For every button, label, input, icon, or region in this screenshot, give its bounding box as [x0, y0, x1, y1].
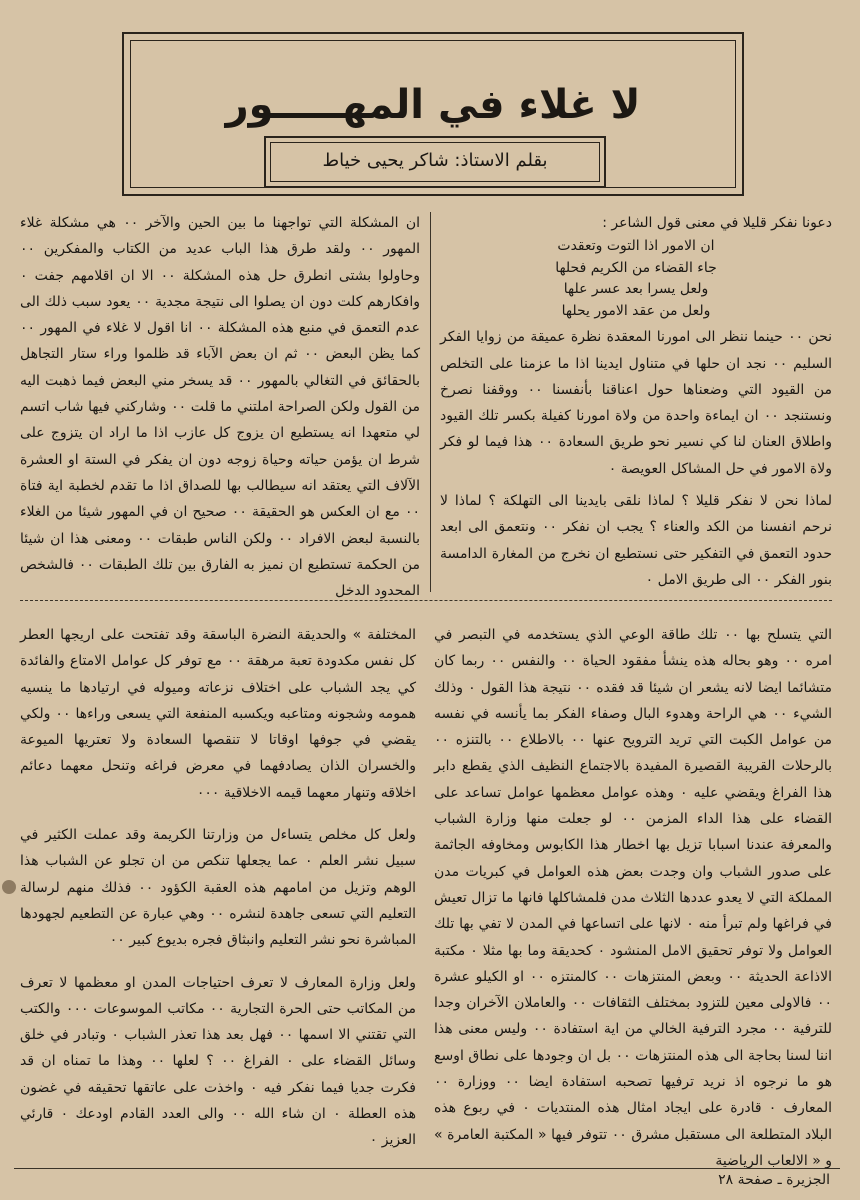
paragraph: ولعل كل مخلص يتساءل من وزارتنا الكريمة وقد عملت الكثير في سبيل نشر العلم ٠ عما يجعلها تنكص من ان تجلو عن الشباب هذا الوهم وتزيل من امامهم هذه العقبة الكؤود ٠٠ فذلك منهم لرسالة التعليم التي تسعى جاهدة لنشره ٠٠ وهي عبارة عن التطعيم لجهودها المباشرة نحو نشر التعليم وانبثاق فجره بديوع كبير ٠٠ — [20, 827, 417, 949]
article-title: لا غلاء في المهـــــور — [225, 82, 641, 128]
poem-intro: دعونا نفكر قليلا في معنى قول الشاعر : — [602, 215, 832, 231]
paragraph: نحن ٠٠ حينما ننظر الى امورنا المعقدة نظرة عميقة من زوايا الفكر السليم ٠٠ نجد ان حلها في متناول ايدينا اذا ما عزمنا على التخلص من القيود التي وضعناها حول اعناقنا بأنفسنا ٠٠ ووقفنا نصرخ ونستنجد ٠٠ ان ايماءة واحدة من ولاة امورنا كفيلة بكسر تلك القيود واطلاق العنان لنا كي نسير نحو طريق السعادة ٠٠ هذا فيما لو فكر ولاة الامور في حل المشاكل العويصة ٠ — [440, 329, 832, 477]
paragraph: التي يتسلح بها ٠٠ تلك طاقة الوعي الذي يستخدمه في التبصر في امره ٠٠ وهو بحاله هذه ينشأ مفقود الحياة ٠٠ والنفس ٠٠ ربما كان متشائما ايضا لانه يشعر ان شيئا قد فقده ٠٠ نتيجة هذا القول ٠ وذلك الشيء ٠٠ هي الراحة وهدوء البال وصفاء الفكر بما يأنسه في نفسه من عوامل الكبت التي تريد الترويح عنها ٠٠ بالاطلاع ٠٠ بالتنزه ٠٠ بالرحلات القريبة القصيرة المفيدة بالاجتماع النظيف الذي يقطع دابر هذا الفراغ ويقضي عليه ٠ وهذه عوامل معظمها عوامل تساعد على القضاء على هذا الداء المزمن ٠٠ لو جعلت منها وزارة الشباب والمعرفة عندنا اسبابا تزيل بها اخطار هذا الكابوس ومخاوفه الجاثمة على صدور الشباب وان وجدت بعض هذه العوامل في كبريات مدن المملكة التي لا يعدو عددها الثلاث مدن فلمشاكلها فانها ما تزال تعيش في فراغها ولم تبرأ منه ٠ لانها على اتساعها في المدن لا تفي بها تلك العوامل ولا توفر تحقيق الامل المنشود ٠ كحديقة وما بها مثلا ٠ مكتبة الاذاعة الحديثة ٠٠ وبعض المنتزهات ٠٠ كالمنتزه ٠٠ او الكيلو عشرة ٠٠ فالاولى معين للتزود بمختلف الثقافات ٠٠ والعاملان الآخران وجدا للترفية ٠٠ مجرد الترفية الخالي من اية استفادة ٠٠ وليس معنى هذا اننا لسنا بحاجة الى هذه المنتزهات ٠٠ بل ان وجودها على نطاق اوسع هو ما نرجوه اذ نريد ترفيها تصحبه استفادة ايضا ٠٠ ووزارة ٠٠ المعارف ٠ قادرة على ايجاد امثال هذه المنتديات ٠ في ربوع هذه البلاد المتطلعة الى مستقبل مشرق ٠٠ تتوفر فيها « المكتبة العامرة » و « الالعاب الرياضية — [434, 627, 833, 1169]
punch-hole — [2, 880, 16, 894]
bottom-left-column — [20, 622, 416, 1154]
poem-line: ان الامور اذا التوت وتعقدت — [557, 238, 715, 255]
page-footer: الجزيرة ـ صفحة ٢٨ — [718, 1172, 830, 1188]
paragraph: ولعل وزارة المعارف لا تعرف احتياجات المدن او معظمها لا تعرف من المكاتب حتى الحرة التجارية ٠٠ مكاتب الموسوعات ٠٠٠ والكتب التي تقتني الا اسمها ٠٠ فهل بعد هذا تعذر الشباب ٠ وتبادر في خلق وسائل القضاء على ٠ الفراغ ٠٠ ؟ لعلها ٠٠ وهذا ما تمناه ان قد فكرت جديا فيما نفكر فيه ٠ واخذت على عاتقها تحقيقه في غضون هذه العطلة ٠ ان شاء الله ٠٠ والى العدد القادم اودعك ٠ قارئي العزيز ٠ — [20, 974, 416, 1149]
top-left-column — [20, 210, 420, 604]
poem-line: ولعل يسرا بعد عسر علها — [563, 281, 709, 298]
paragraph: المختلفة » والحديقة النضرة الباسقة وقد تفتحت على اريجها العطر كل نفس مكدودة تعبة مرهقة ٠٠ مع توفر كل عوامل الامتاع والفائدة كي يجد الشباب على اختلاف نزعاته وميوله في ارتيادها ما ينسيه همومه وشجونه ومتاعبه ويكسبه المنفعة التي يسعى وراءها ٠٠ ولكي يقضي في جوفها اوقاتا لا تنقصها السعادة ولا تعتريها الميوعة والخسران الذان يصادفهما في معرض فراغه وتنحل معهما دعائم اخلاقه وتنهار معهما قيمه الاخلاقية ٠٠٠ — [20, 627, 416, 801]
bottom-right-column — [434, 622, 832, 1174]
article-byline: بقلم الاستاذ: شاكر يحيى خياط — [322, 150, 548, 171]
footer-rule — [14, 1168, 840, 1169]
poem-line: جاء القضاء من الكريم فحلها — [555, 259, 717, 276]
byline-box — [264, 136, 606, 188]
poem-line: ولعل من عقد الامور يحلها — [561, 302, 711, 319]
top-right-column — [440, 210, 832, 593]
section-divider — [20, 600, 832, 601]
paragraph: لماذا نحن لا نفكر قليلا ؟ لماذا نلقى بايدينا الى التهلكة ؟ لماذا لا نرحم انفسنا من الكد والعناء ؟ يجب ان نفكر ٠٠ ونتعمق الى ابعد حدود التعمق في التفكير حتى نستطيع ان نخرج من المغارة الدامسة بنور الفكر ٠٠ الى طريق الامل ٠ — [440, 493, 833, 588]
column-divider — [430, 212, 431, 592]
poem — [440, 236, 832, 322]
paragraph: ان المشكلة التي تواجهنا ما بين الحين والآخر ٠٠ هي مشكلة غلاء المهور ٠٠ ولقد طرق هذا الباب عديد من الكتاب والمفكرين ٠٠ وحاولوا بشتى انطرق حل هذه المشكلة ٠٠ الا ان اقلامهم جفت ٠ وافكارهم كلت دون ان يصلوا الى نتيجة مجدية ٠٠ يعود سبب ذلك الى عدم التعمق في منبع هذه المشكلة ٠٠ انا اقول لا غلاء في المهور ٠٠ كما يظن البعض ٠٠ ثم ان بعض الآباء قد ظلموا وراء ستار التجاهل بالحقائق في التغالي بالمهور ٠٠ قد يسخر مني البعض فيما ذهبت اليه من القول ولكن الصراحة املتني ما قلت ٠٠ وشاركني فيها شاب اتسم لي متعهدا انه يستطيع ان يزوج كل عازب اذا ما اراد ان يتزوج على شرط ان يؤمن حياته وحياة زوجه دون ان يفكر في الستة او العشرة الآلاف التي يعتقد انه سيطالب بها للصداق اذا ما تقدم لخطبة اية فتاة ٠٠ مع ان العكس هو الحقيقة ٠٠ صحيح ان في المهور شيئا من الغلاء بالنسبة لبعض الافراد ٠٠ ولكن الناس طبقات ٠٠ ومعنى هذا ان شيئا من الحكمة تستطيع ان نميز به الفارق بين تلك الطبقات ٠٠ فالشخص المحدود الدخل — [20, 215, 421, 600]
